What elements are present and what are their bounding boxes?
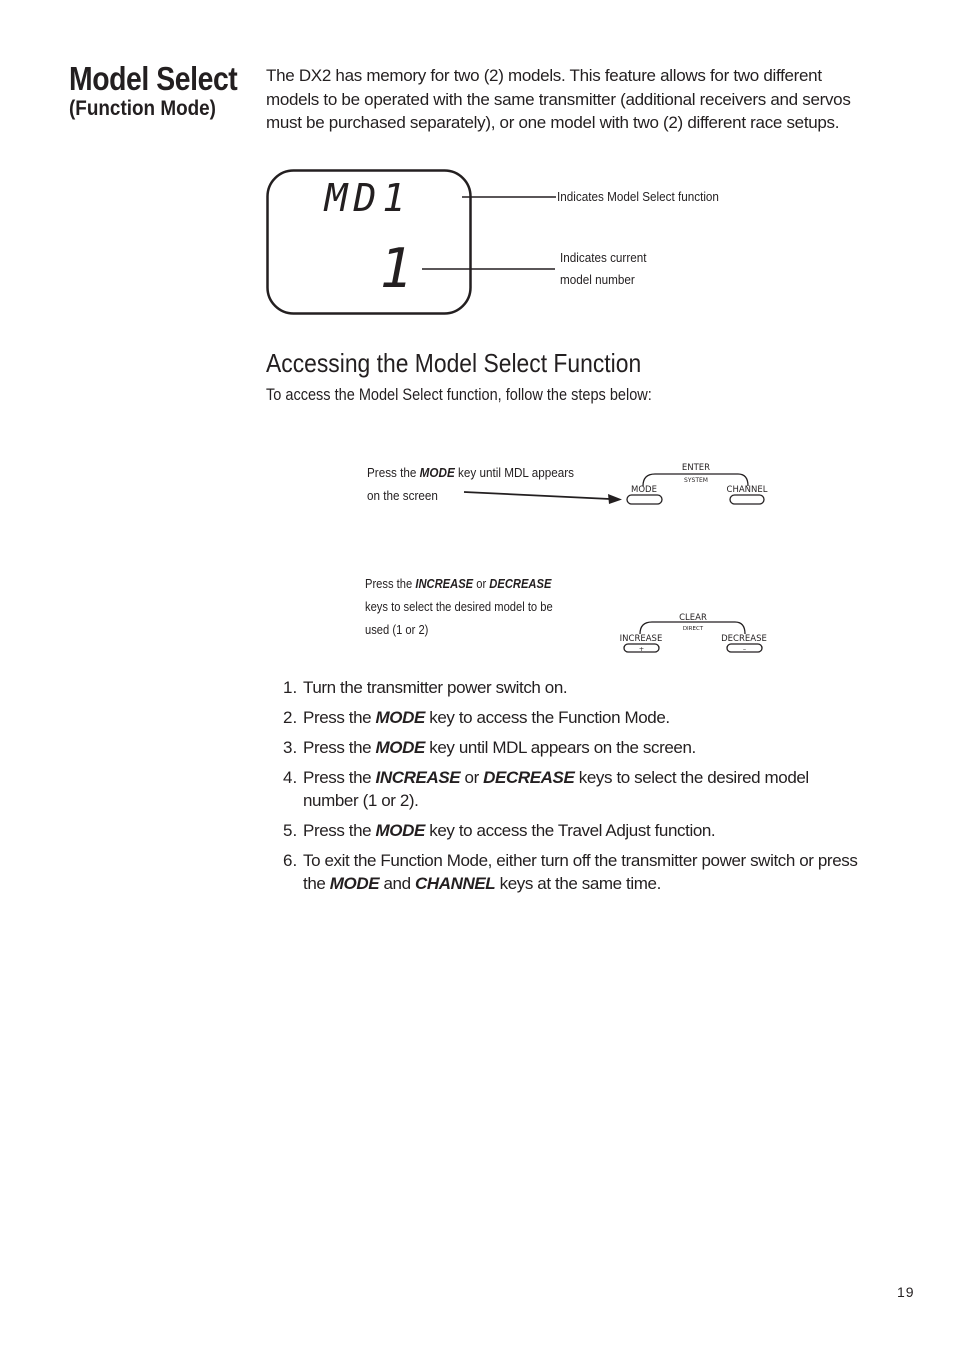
step-4-number: 4. <box>283 768 298 787</box>
page-title-text: Model Select <box>69 60 238 97</box>
decrease-minus-symbol: – <box>742 645 747 653</box>
keypad-direct-label: DIRECT <box>682 626 704 632</box>
step-2-pre: Press the <box>303 708 376 727</box>
instruction-mode-line2: on the screen <box>367 488 438 503</box>
instruction-incdec-line3: used (1 or 2) <box>365 622 429 637</box>
channel-key[interactable] <box>730 495 764 504</box>
keypad-enter-label: ENTER <box>681 463 711 473</box>
page-number: 19 <box>897 1284 915 1300</box>
steps-list <box>283 676 863 902</box>
callout-current-line2: model number <box>560 272 635 287</box>
step-6-pre: To exit the Function Mode, either turn off the transmitter power switch or press the <box>303 851 858 893</box>
callout-current-line1: Indicates current <box>560 250 647 265</box>
lcd-bottom-readout: 1 <box>379 237 413 300</box>
step-4-pre: Press the <box>303 768 376 787</box>
step-6 <box>283 849 863 895</box>
instruction-incdec-key2: DECREASE <box>489 576 552 591</box>
callout-current-model <box>560 247 656 291</box>
step-4-key: INCREASE <box>375 768 461 787</box>
step-1-number: 1. <box>283 678 298 697</box>
instruction-incdec-pre: Press the <box>365 576 416 591</box>
keypad-channel-label: CHANNEL <box>726 485 768 495</box>
step-1-text: Turn the transmitter power switch on. <box>303 678 568 697</box>
keypad-system-label: SYSTEM <box>684 477 708 484</box>
step-3-pre: Press the <box>303 738 376 757</box>
step-2-key: MODE <box>375 708 425 727</box>
instruction-mode-pre: Press the <box>367 465 420 480</box>
instruction-incdec-mid: or <box>473 576 490 591</box>
keypad-increase-decrease <box>600 605 800 665</box>
step-5-post: key to access the Travel Adjust function. <box>424 821 716 840</box>
section-intro-text: To access the Model Select function, follow the steps below: <box>266 386 652 404</box>
keypad-decrease-label: DECREASE <box>721 634 767 644</box>
mode-key[interactable] <box>627 495 662 504</box>
callout-function <box>557 186 737 208</box>
step-2-number: 2. <box>283 708 298 727</box>
step-3-post: key until MDL appears on the screen. <box>424 738 696 757</box>
intro-paragraph: The DX2 has memory for two (2) models. This feature allows for two different models to be operated with the same transmitter (additional receivers and servos must be purchased separately), or one model with two (2) different race setups. <box>266 66 851 132</box>
instruction-mode-key: MODE <box>419 465 455 480</box>
step-4-mid: or <box>460 768 484 787</box>
step-6-key: MODE <box>329 874 380 893</box>
increase-plus-symbol: + <box>638 645 645 653</box>
step-4 <box>283 766 863 812</box>
callout-function-text: Indicates Model Select function <box>557 189 719 204</box>
keypad-mode-channel <box>600 455 800 515</box>
instruction-incdec <box>365 572 583 641</box>
instruction-incdec-line2: keys to select the desired model to be <box>365 599 553 614</box>
step-1 <box>283 676 863 699</box>
step-5-pre: Press the <box>303 821 376 840</box>
page-subtitle-text: (Function Mode) <box>69 97 216 120</box>
step-5-key: MODE <box>375 821 425 840</box>
instruction-mode-post: key until MDL appears <box>454 465 575 480</box>
section-heading-text: Accessing the Model Select Function <box>266 348 642 378</box>
step-2-post: key to access the Function Mode. <box>424 708 670 727</box>
step-6-post: keys at the same time. <box>495 874 661 893</box>
lcd-top-readout: MD1 <box>324 176 412 220</box>
step-4-post: keys to select the desired model number (1 or 2). <box>303 768 809 810</box>
step-3-key: MODE <box>375 738 425 757</box>
step-5-number: 5. <box>283 821 298 840</box>
section-intro <box>266 386 704 405</box>
keypad-increase-label: INCREASE <box>619 634 663 644</box>
step-6-mid: and <box>379 874 415 893</box>
step-3 <box>283 736 863 759</box>
step-6-key2: CHANNEL <box>414 874 496 893</box>
step-6-number: 6. <box>283 851 298 870</box>
step-4-key2: DECREASE <box>483 768 575 787</box>
keypad-clear-label: CLEAR <box>679 613 707 623</box>
callout-lines <box>0 0 954 400</box>
step-3-number: 3. <box>283 738 298 757</box>
step-5 <box>283 819 863 842</box>
step-2 <box>283 706 863 729</box>
keypad-mode-label: MODE <box>631 485 657 495</box>
instruction-incdec-key1: INCREASE <box>415 576 474 591</box>
section-heading <box>266 348 692 379</box>
